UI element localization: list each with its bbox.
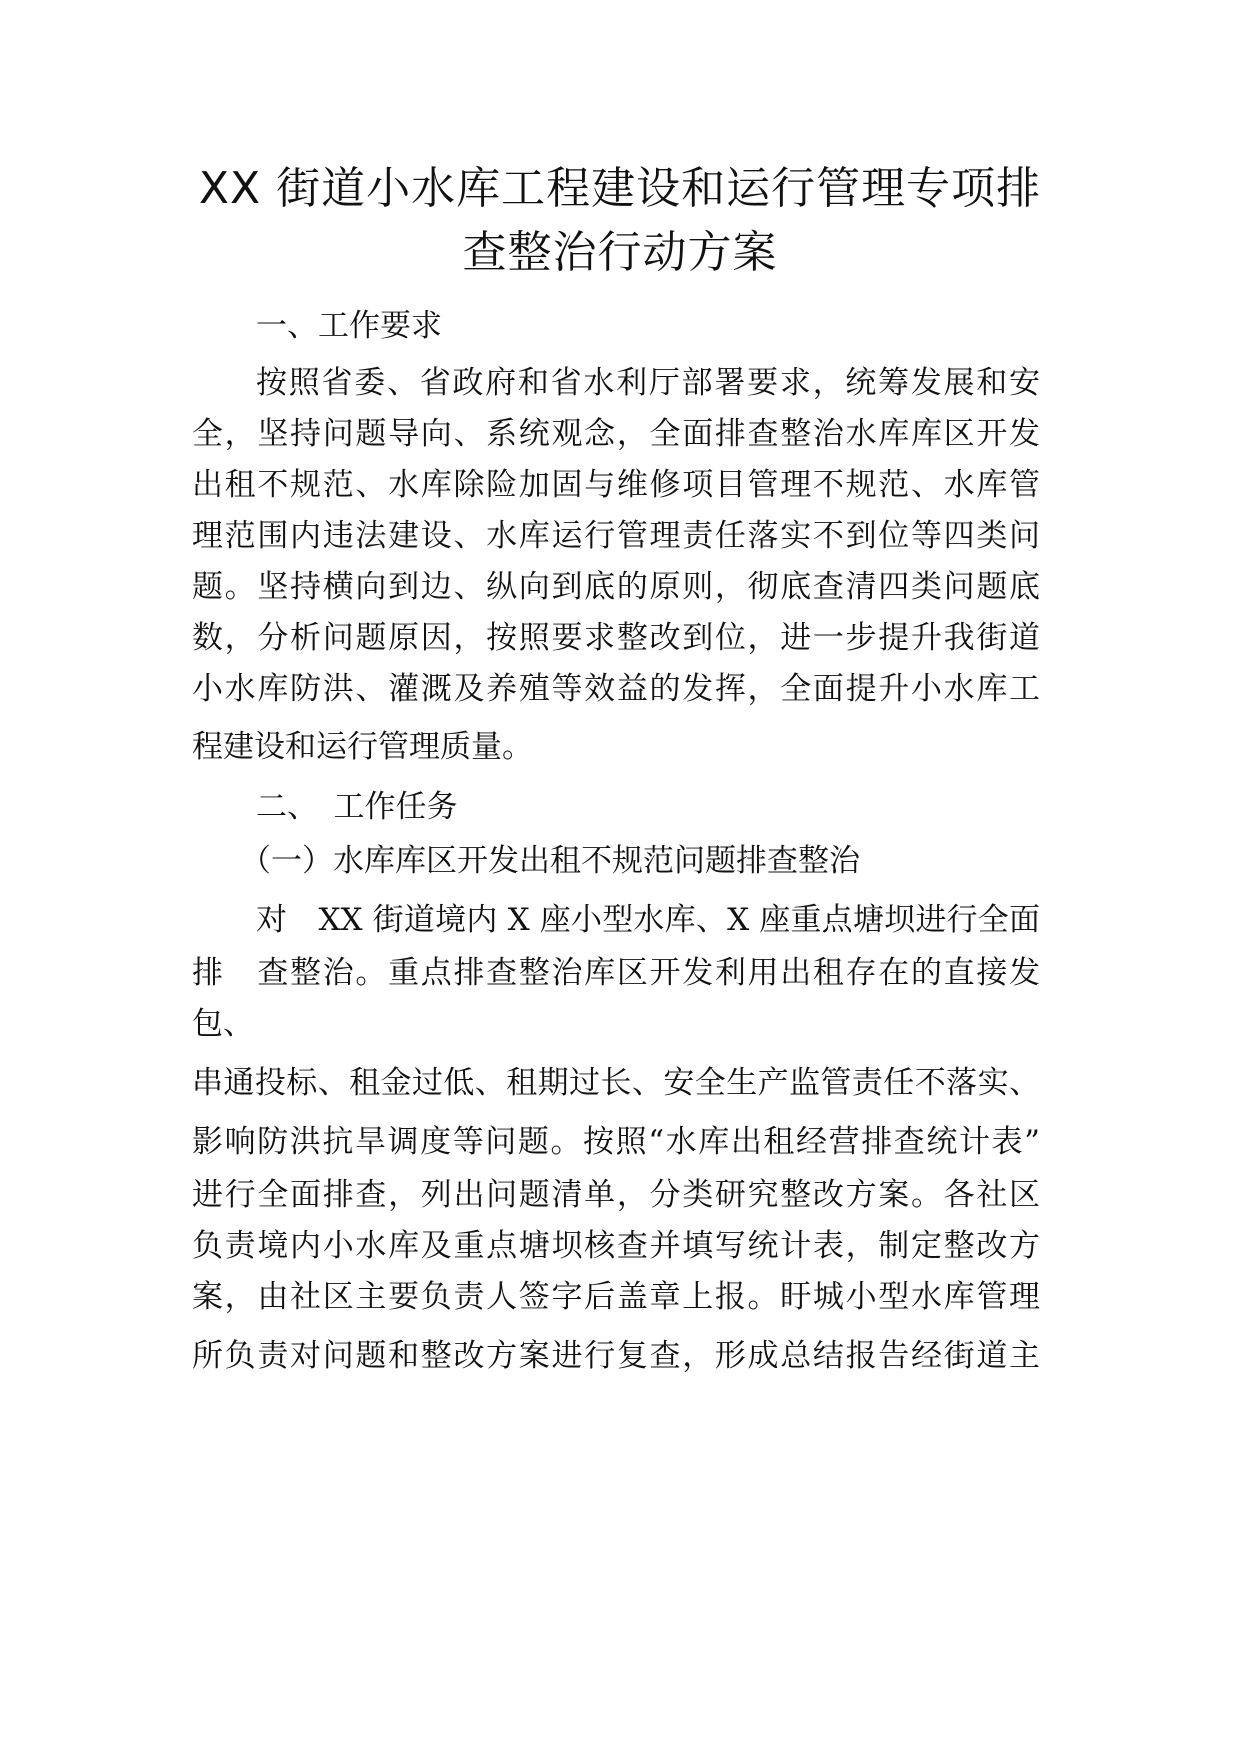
- paragraph-line: 题。坚持横向到边、纵向到底的原则，彻底查清四类问题底: [192, 569, 1040, 605]
- paragraph-line: 全，坚持问题导向、系统观念，全面排查整治水库库区开发: [192, 416, 1040, 452]
- paragraph-line: 理范围内违法建设、水库运行管理责任落实不到位等四类问: [192, 518, 1040, 554]
- section-heading-tasks: 二、 工作任务: [256, 789, 458, 825]
- paragraph-line: 串通投标、租金过低、租期过长、安全生产监管责任不落实、: [192, 1065, 1040, 1101]
- subsection-heading-1: （一）水库库区开发出租不规范问题排查整治: [240, 843, 860, 879]
- paragraph-line: 数，分析问题原因，按照要求整改到位，进一步提升我街道: [192, 620, 1040, 656]
- paragraph-line: 小水库防洪、灌溉及养殖等效益的发挥，全面提升小水库工: [192, 671, 1040, 707]
- paragraph-line: 按照省委、省政府和省水利厅部署要求，统筹发展和安: [256, 365, 1040, 401]
- paragraph-line: 包、: [192, 1006, 254, 1042]
- paragraph-line: 影响防洪抗旱调度等问题。按照“水库出租经营排查统计表”: [192, 1124, 1040, 1160]
- document-title-line-2: 查整治行动方案: [462, 227, 778, 278]
- paragraph-line: 所负责对问题和整改方案进行复查，形成总结报告经街道主: [192, 1338, 1040, 1374]
- paragraph-line: 程建设和运行管理质量。: [192, 729, 533, 765]
- paragraph-line: 案，由社区主要负责人签字后盖章上报。盱城小型水库管理: [192, 1279, 1040, 1315]
- paragraph-line: 排 查整治。重点排查整治库区开发利用出租存在的直接发: [192, 955, 1040, 991]
- paragraph-line: 负责境内小水库及重点塘坝核查并填写统计表，制定整改方: [192, 1228, 1040, 1264]
- document-title-line-1: XX 街道小水库工程建设和运行管理专项排: [198, 163, 1042, 214]
- paragraph-line: 出租不规范、水库除险加固与维修项目管理不规范、水库管: [192, 467, 1040, 503]
- section-heading-requirements: 一、工作要求: [256, 308, 442, 344]
- paragraph-line: 进行全面排查，列出问题清单，分类研究整改方案。各社区: [192, 1177, 1040, 1213]
- paragraph-line: 对 XX 街道境内 X 座小型水库、X 座重点塘坝进行全面: [256, 902, 1040, 938]
